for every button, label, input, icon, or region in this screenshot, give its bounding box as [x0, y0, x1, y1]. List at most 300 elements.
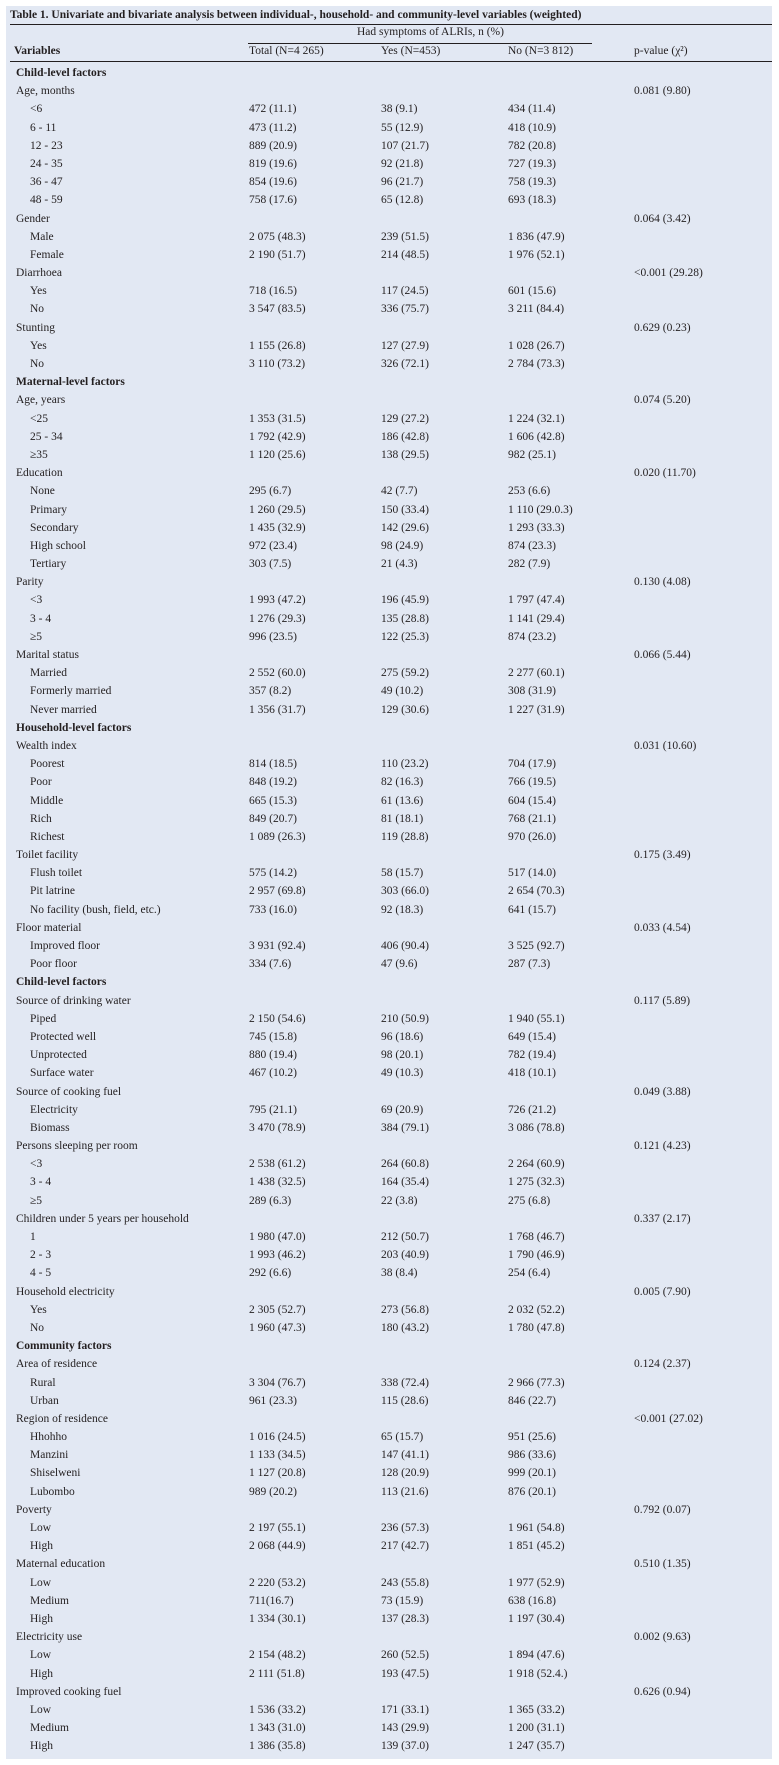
label-cell: Improved cooking fuel [16, 1685, 122, 1698]
total-cell: 2 068 (44.9) [249, 1540, 306, 1553]
pvalue-cell: 0.064 (3.42) [634, 212, 691, 225]
no-cell: 649 (15.4) [508, 1030, 556, 1043]
total-cell: 745 (15.8) [249, 1030, 297, 1043]
total-cell: 2 111 (51.8) [249, 1667, 305, 1680]
pvalue-cell: 0.629 (0.23) [634, 321, 691, 334]
table-row [0, 701, 779, 719]
yes-cell: 275 (59.2) [381, 667, 429, 680]
total-cell: 1 993 (46.2) [249, 1249, 306, 1262]
total-cell: 733 (16.0) [249, 903, 297, 916]
label-cell: Hhohho [30, 1431, 68, 1444]
table-row [0, 1464, 779, 1482]
label-cell: Formerly married [30, 685, 112, 698]
label-cell: <3 [30, 1158, 43, 1171]
yes-cell: 119 (28.8) [381, 830, 429, 843]
yes-cell: 96 (18.6) [381, 1030, 424, 1043]
table-row [0, 792, 779, 810]
label-cell: Tertiary [30, 558, 67, 571]
no-cell: 951 (25.6) [508, 1431, 556, 1444]
label-cell: Source of cooking fuel [16, 1085, 122, 1098]
total-cell: 1 792 (42.9) [249, 430, 306, 443]
label-cell: Piped [30, 1012, 57, 1025]
total-cell: 1 353 (31.5) [249, 412, 306, 425]
yes-cell: 143 (29.9) [381, 1722, 429, 1735]
no-cell: 1 247 (35.7) [508, 1740, 565, 1753]
label-cell: 36 - 47 [30, 176, 63, 189]
no-cell: 2 032 (52.2) [508, 1303, 565, 1316]
group-rule [248, 43, 592, 44]
label-cell: Surface water [30, 1067, 94, 1080]
label-cell: Diarrhoea [16, 267, 62, 280]
label-cell: 6 - 11 [30, 121, 57, 134]
table-row [0, 1119, 779, 1137]
pvalue-cell: 0.002 (9.63) [634, 1631, 691, 1644]
table-row [0, 610, 779, 628]
yes-cell: 273 (56.8) [381, 1303, 429, 1316]
total-cell: 2 957 (69.8) [249, 885, 306, 898]
no-cell: 641 (15.7) [508, 903, 556, 916]
no-cell: 3 211 (84.4) [508, 303, 565, 316]
total-cell: 795 (21.1) [249, 1103, 297, 1116]
table-row [0, 519, 779, 537]
table-row [0, 1010, 779, 1028]
yes-cell: 21 (4.3) [381, 558, 418, 571]
total-cell: 1 438 (32.5) [249, 1176, 306, 1189]
no-cell: 782 (20.8) [508, 139, 556, 152]
label-cell: Middle [30, 794, 64, 807]
total-cell: 3 931 (92.4) [249, 940, 306, 952]
label-cell: Poverty [16, 1503, 52, 1516]
no-cell: 3 086 (78.8) [508, 1121, 565, 1134]
yes-cell: 193 (47.5) [381, 1667, 429, 1680]
total-cell: 2 305 (52.7) [249, 1303, 306, 1316]
table-row [0, 100, 779, 118]
pvalue-cell: 0.175 (3.49) [634, 849, 691, 862]
no-cell: 1 780 (47.8) [508, 1321, 565, 1334]
table-row [0, 1064, 779, 1082]
label-cell: Household-level factors [16, 721, 132, 734]
label-cell: Wealth index [16, 739, 77, 752]
table-row [0, 1319, 779, 1337]
table-row [0, 937, 779, 955]
total-cell: 2 220 (53.2) [249, 1576, 306, 1589]
variable-row [0, 1355, 779, 1373]
yes-cell: 264 (60.8) [381, 1158, 429, 1171]
section-row [0, 1337, 779, 1355]
total-cell: 1 155 (26.8) [249, 339, 306, 352]
total-cell: 889 (20.9) [249, 139, 297, 152]
yes-cell: 92 (18.3) [381, 903, 424, 916]
table-row [0, 1101, 779, 1119]
table-row [0, 1719, 779, 1737]
label-cell: High [30, 1612, 53, 1625]
header-no: No (N=3 812) [508, 45, 574, 57]
table-row [0, 1155, 779, 1173]
total-cell: 1 960 (47.3) [249, 1321, 306, 1334]
total-cell: 819 (19.6) [249, 157, 297, 170]
total-cell: 2 190 (51.7) [249, 248, 306, 261]
label-cell: Yes [30, 339, 47, 352]
total-cell: 289 (6.3) [249, 1194, 292, 1207]
table-row [0, 1646, 779, 1664]
table-row [0, 355, 779, 373]
total-cell: 3 547 (83.5) [249, 303, 306, 316]
table-row [0, 428, 779, 446]
no-cell: 1 200 (31.1) [508, 1722, 565, 1735]
label-cell: Improved floor [30, 940, 100, 952]
label-cell: Low [30, 1522, 52, 1534]
table-row [0, 591, 779, 609]
label-cell: Pit latrine [30, 885, 76, 898]
label-cell: Floor material [16, 921, 82, 934]
table-row [0, 501, 779, 519]
label-cell: High [30, 1667, 53, 1680]
table-row [0, 1228, 779, 1246]
total-cell: 334 (7.6) [249, 958, 292, 971]
yes-cell: 38 (8.4) [381, 1267, 418, 1280]
no-cell: 1 768 (46.7) [508, 1231, 565, 1243]
header-rule [10, 61, 772, 62]
label-cell: Age, months [16, 85, 75, 98]
no-cell: 1 606 (42.8) [508, 430, 565, 443]
no-cell: 282 (7.9) [508, 558, 551, 571]
table-row [0, 901, 779, 919]
no-cell: 1 961 (54.8) [508, 1522, 565, 1534]
yes-cell: 128 (20.9) [381, 1467, 429, 1480]
pvalue-cell: 0.074 (5.20) [634, 394, 691, 407]
variable-row [0, 1137, 779, 1155]
total-cell: 2 538 (61.2) [249, 1158, 306, 1171]
label-cell: ≥5 [30, 630, 43, 643]
yes-cell: 326 (72.1) [381, 358, 429, 370]
label-cell: 24 - 35 [30, 157, 63, 170]
table-row [0, 1301, 779, 1319]
yes-cell: 110 (23.2) [381, 758, 429, 771]
yes-cell: 203 (40.9) [381, 1249, 429, 1262]
yes-cell: 212 (50.7) [381, 1231, 429, 1243]
yes-cell: 138 (29.5) [381, 448, 429, 461]
variable-row [0, 82, 779, 100]
no-cell: 1 977 (52.9) [508, 1576, 565, 1589]
no-cell: 1 365 (33.2) [508, 1703, 565, 1716]
total-cell: 1 386 (35.8) [249, 1740, 306, 1753]
label-cell: Poor [30, 776, 52, 789]
no-cell: 782 (19.4) [508, 1049, 556, 1062]
pvalue-cell: 0.121 (4.23) [634, 1140, 691, 1153]
total-cell: 1 276 (29.3) [249, 612, 306, 625]
total-cell: 989 (20.2) [249, 1485, 297, 1498]
label-cell: Secondary [30, 521, 79, 534]
no-cell: 726 (21.2) [508, 1103, 556, 1116]
table-row [0, 1483, 779, 1501]
total-cell: 665 (15.3) [249, 794, 297, 807]
label-cell: Child-level factors [16, 67, 107, 79]
no-cell: 308 (31.9) [508, 685, 556, 698]
table-row [0, 1028, 779, 1046]
yes-cell: 115 (28.6) [381, 1394, 429, 1407]
no-cell: 2 654 (70.3) [508, 885, 565, 898]
label-cell: Never married [30, 703, 97, 716]
label-cell: 1 [30, 1231, 36, 1243]
top-rule [10, 24, 772, 25]
label-cell: Children under 5 years per household [16, 1212, 189, 1225]
table-row [0, 1665, 779, 1683]
table-row [0, 882, 779, 900]
table-row [0, 773, 779, 791]
no-cell: 3 525 (92.7) [508, 940, 565, 952]
label-cell: Stunting [16, 321, 55, 334]
table-row [0, 1374, 779, 1392]
total-cell: 961 (23.3) [249, 1394, 297, 1407]
pvalue-cell: 0.117 (5.89) [634, 994, 691, 1007]
table-row [0, 955, 779, 973]
variable-row [0, 573, 779, 591]
label-cell: High [30, 1540, 53, 1553]
label-cell: Rich [30, 812, 52, 825]
label-cell: Education [16, 467, 63, 480]
label-cell: ≥5 [30, 1194, 43, 1207]
yes-cell: 164 (35.4) [381, 1176, 429, 1189]
table-row [0, 410, 779, 428]
label-cell: Marital status [16, 649, 79, 661]
group-header: Had symptoms of ALRIs, n (%) [357, 26, 504, 38]
no-cell: 287 (7.3) [508, 958, 551, 971]
yes-cell: 384 (79.1) [381, 1121, 429, 1134]
yes-cell: 139 (37.0) [381, 1740, 429, 1753]
total-cell: 3 470 (78.9) [249, 1121, 306, 1134]
label-cell: Protected well [30, 1030, 97, 1043]
total-cell: 2 154 (48.2) [249, 1649, 306, 1662]
no-cell: 704 (17.9) [508, 758, 556, 771]
label-cell: Unprotected [30, 1049, 87, 1062]
label-cell: Yes [30, 285, 47, 298]
table-row [0, 191, 779, 209]
yes-cell: 49 (10.2) [381, 685, 424, 698]
yes-cell: 58 (15.7) [381, 867, 424, 880]
yes-cell: 135 (28.8) [381, 612, 429, 625]
total-cell: 1 016 (24.5) [249, 1431, 306, 1444]
table-row [0, 682, 779, 700]
table-row [0, 1537, 779, 1555]
total-cell: 996 (23.5) [249, 630, 297, 643]
yes-cell: 217 (42.7) [381, 1540, 429, 1553]
yes-cell: 92 (21.8) [381, 157, 424, 170]
label-cell: Rural [30, 1376, 56, 1389]
total-cell: 472 (11.1) [249, 103, 297, 116]
yes-cell: 96 (21.7) [381, 176, 424, 189]
label-cell: Region of residence [16, 1412, 108, 1425]
variable-row [0, 210, 779, 228]
yes-cell: 186 (42.8) [381, 430, 429, 443]
yes-cell: 82 (16.3) [381, 776, 424, 789]
yes-cell: 113 (21.6) [381, 1485, 429, 1498]
table-row [0, 628, 779, 646]
table-row [0, 173, 779, 191]
variable-row [0, 846, 779, 864]
table-row [0, 1392, 779, 1410]
no-cell: 1 275 (32.3) [508, 1176, 565, 1189]
yes-cell: 243 (55.8) [381, 1576, 429, 1589]
no-cell: 874 (23.2) [508, 630, 556, 643]
label-cell: No [30, 1321, 45, 1334]
table-row [0, 1592, 779, 1610]
label-cell: Male [30, 230, 54, 243]
no-cell: 982 (25.1) [508, 448, 556, 461]
pvalue-cell: 0.337 (2.17) [634, 1212, 691, 1225]
variable-row [0, 1283, 779, 1301]
label-cell: 48 - 59 [30, 194, 63, 207]
total-cell: 3 110 (73.2) [249, 358, 306, 370]
table-row [0, 337, 779, 355]
yes-cell: 65 (15.7) [381, 1431, 424, 1444]
no-cell: 2 277 (60.1) [508, 667, 565, 680]
table-row [0, 1701, 779, 1719]
label-cell: None [30, 485, 55, 498]
total-cell: 2 552 (60.0) [249, 667, 306, 680]
label-cell: Electricity [30, 1103, 78, 1116]
table-row [0, 810, 779, 828]
yes-cell: 61 (13.6) [381, 794, 424, 807]
section-row [0, 373, 779, 391]
no-cell: 604 (15.4) [508, 794, 556, 807]
no-cell: 1 110 (29.0.3) [508, 503, 573, 516]
total-cell: 1 127 (20.8) [249, 1467, 306, 1480]
total-cell: 1 356 (31.7) [249, 703, 306, 716]
yes-cell: 81 (18.1) [381, 812, 424, 825]
variable-row [0, 1501, 779, 1519]
label-cell: High school [30, 539, 86, 552]
variable-row [0, 1410, 779, 1428]
label-cell: Married [30, 667, 68, 680]
no-cell: 1 797 (47.4) [508, 594, 565, 607]
label-cell: Poor floor [30, 958, 77, 971]
header-total: Total (N=4 265) [249, 45, 324, 57]
no-cell: 1 836 (47.9) [508, 230, 565, 243]
label-cell: Parity [16, 576, 44, 589]
label-cell: Low [30, 1576, 52, 1589]
total-cell: 848 (19.2) [249, 776, 297, 789]
no-cell: 874 (23.3) [508, 539, 556, 552]
table-row [0, 137, 779, 155]
no-cell: 758 (19.3) [508, 176, 556, 189]
table-row [0, 864, 779, 882]
no-cell: 1 940 (55.1) [508, 1012, 565, 1025]
no-cell: 2 966 (77.3) [508, 1376, 565, 1389]
label-cell: Toilet facility [16, 849, 79, 862]
table-row [0, 537, 779, 555]
header-pvalue: p-value (χ²) [634, 45, 688, 57]
total-cell: 1 089 (26.3) [249, 830, 306, 843]
section-row [0, 973, 779, 991]
total-cell: 1 980 (47.0) [249, 1231, 306, 1243]
yes-cell: 336 (75.7) [381, 303, 429, 316]
yes-cell: 150 (33.4) [381, 503, 429, 516]
yes-cell: 98 (24.9) [381, 539, 424, 552]
no-cell: 418 (10.1) [508, 1067, 556, 1080]
label-cell: Low [30, 1649, 52, 1662]
variable-row [0, 646, 779, 664]
yes-cell: 171 (33.1) [381, 1703, 429, 1716]
yes-cell: 22 (3.8) [381, 1194, 418, 1207]
yes-cell: 180 (43.2) [381, 1321, 429, 1334]
no-cell: 1 197 (30.4) [508, 1612, 565, 1625]
total-cell: 473 (11.2) [249, 121, 297, 134]
no-cell: 275 (6.8) [508, 1194, 551, 1207]
no-cell: 1 224 (32.1) [508, 412, 565, 425]
table-row [0, 155, 779, 173]
variable-row [0, 1628, 779, 1646]
yes-cell: 338 (72.4) [381, 1376, 429, 1389]
no-cell: 418 (10.9) [508, 121, 556, 134]
yes-cell: 210 (50.9) [381, 1012, 429, 1025]
table-row [0, 119, 779, 137]
label-cell: Medium [30, 1594, 69, 1607]
total-cell: 2 075 (48.3) [249, 230, 306, 243]
variable-row [0, 1083, 779, 1101]
label-cell: Household electricity [16, 1285, 115, 1298]
label-cell: Shiselweni [30, 1467, 81, 1480]
table-row [0, 1610, 779, 1628]
label-cell: No facility (bush, field, etc.) [30, 903, 161, 916]
yes-cell: 65 (12.8) [381, 194, 424, 207]
no-cell: 1 790 (46.9) [508, 1249, 565, 1262]
total-cell: 758 (17.6) [249, 194, 297, 207]
table-row [0, 1192, 779, 1210]
total-cell: 1 120 (25.6) [249, 448, 306, 461]
yes-cell: 38 (9.1) [381, 103, 418, 116]
label-cell: No [30, 303, 45, 316]
no-cell: 876 (20.1) [508, 1485, 556, 1498]
no-cell: 693 (18.3) [508, 194, 556, 207]
no-cell: 1 851 (45.2) [508, 1540, 565, 1553]
yes-cell: 147 (41.1) [381, 1449, 429, 1462]
no-cell: 986 (33.6) [508, 1449, 556, 1462]
table-row [0, 1428, 779, 1446]
no-cell: 768 (21.1) [508, 812, 556, 825]
label-cell: Lubombo [30, 1485, 75, 1498]
no-cell: 970 (26.0) [508, 830, 556, 843]
variable-row [0, 992, 779, 1010]
total-cell: 880 (19.4) [249, 1049, 297, 1062]
yes-cell: 122 (25.3) [381, 630, 429, 643]
variable-row [0, 1210, 779, 1228]
label-cell: <25 [30, 412, 48, 425]
table-row [0, 555, 779, 573]
yes-cell: 69 (20.9) [381, 1103, 424, 1116]
total-cell: 3 304 (76.7) [249, 1376, 306, 1389]
total-cell: 2 197 (55.1) [249, 1522, 306, 1534]
yes-cell: 107 (21.7) [381, 139, 429, 152]
label-cell: <6 [30, 103, 43, 116]
label-cell: Community factors [16, 1340, 112, 1353]
label-cell: Primary [30, 503, 68, 516]
label-cell: 4 - 5 [30, 1267, 52, 1280]
yes-cell: 49 (10.3) [381, 1067, 424, 1080]
yes-cell: 260 (52.5) [381, 1649, 429, 1662]
no-cell: 1 141 (29.4) [508, 612, 565, 625]
total-cell: 854 (19.6) [249, 176, 297, 189]
total-cell: 718 (16.5) [249, 285, 297, 298]
table-row [0, 1446, 779, 1464]
label-cell: No [30, 358, 45, 370]
label-cell: Source of drinking water [16, 994, 131, 1007]
yes-cell: 406 (90.4) [381, 940, 429, 952]
no-cell: 1 227 (31.9) [508, 703, 565, 716]
label-cell: Child-level factors [16, 976, 107, 989]
no-cell: 1 894 (47.6) [508, 1649, 565, 1662]
total-cell: 814 (18.5) [249, 758, 297, 771]
yes-cell: 142 (29.6) [381, 521, 429, 534]
